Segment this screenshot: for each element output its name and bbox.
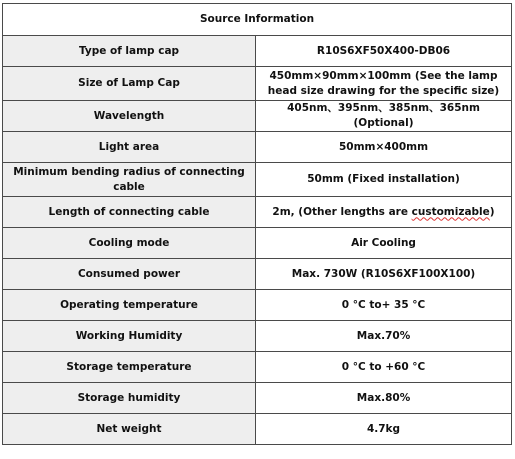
table-header-row [3, 4, 512, 36]
row-label: Cooling mode [3, 228, 256, 259]
row-label: Operating temperature [3, 290, 256, 321]
table-row [3, 321, 512, 352]
row-value: 450mm×90mm×100mm (See the lamp head size drawing for the specific size) [256, 67, 512, 101]
table-row [3, 414, 512, 445]
row-label: Storage humidity [3, 383, 256, 414]
table-row [3, 36, 512, 67]
row-label: Light area [3, 132, 256, 163]
spellcheck-flagged-word: customizable [411, 205, 490, 218]
table-row [3, 290, 512, 321]
source-information-table [2, 3, 512, 445]
row-value: Max.80% [256, 383, 512, 414]
row-label: Storage temperature [3, 352, 256, 383]
spec-table-container [2, 3, 511, 445]
table-title: Source Information [3, 4, 512, 36]
table-row [3, 228, 512, 259]
row-label: Consumed power [3, 259, 256, 290]
table-row [3, 101, 512, 132]
row-label: Wavelength [3, 101, 256, 132]
table-row [3, 163, 512, 197]
row-value: Max.70% [256, 321, 512, 352]
row-value: 0 °C to +60 °C [256, 352, 512, 383]
row-value: Max. 730W (R10S6XF100X100) [256, 259, 512, 290]
row-label: Type of lamp cap [3, 36, 256, 67]
table-row [3, 352, 512, 383]
table-row [3, 67, 512, 101]
row-label: Minimum bending radius of connecting cable [3, 163, 256, 197]
value-text: 2m, (Other lengths are [272, 205, 412, 218]
table-row [3, 132, 512, 163]
table-row [3, 383, 512, 414]
row-label: Length of connecting cable [3, 197, 256, 228]
row-value: 4.7kg [256, 414, 512, 445]
row-value [256, 197, 512, 228]
row-value: 50mm×400mm [256, 132, 512, 163]
row-label: Net weight [3, 414, 256, 445]
row-value: 50mm (Fixed installation) [256, 163, 512, 197]
row-value: R10S6XF50X400-DB06 [256, 36, 512, 67]
table-row [3, 197, 512, 228]
row-value: 405nm、395nm、385nm、365nm (Optional) [256, 101, 512, 132]
value-text-end: ) [489, 205, 495, 218]
table-row [3, 259, 512, 290]
row-value: 0 °C to+ 35 °C [256, 290, 512, 321]
row-label: Size of Lamp Cap [3, 67, 256, 101]
row-label: Working Humidity [3, 321, 256, 352]
row-value: Air Cooling [256, 228, 512, 259]
